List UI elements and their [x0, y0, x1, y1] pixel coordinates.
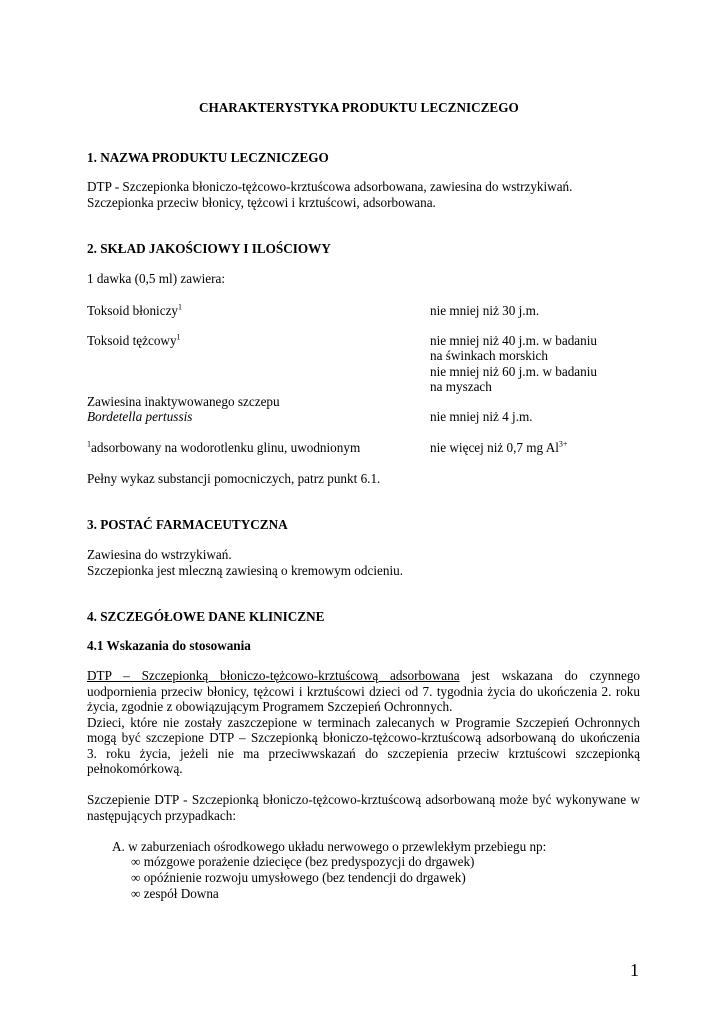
diphtheria-toxoid-value: nie mniej niż 30 j.m.	[430, 303, 540, 318]
section-1-heading: 1. NAZWA PRODUKTU LECZNICZEGO	[87, 150, 329, 165]
list-item: ∞ mózgowe porażenie dziecięce (bez predyspozycji do drgawek)	[131, 854, 475, 869]
tetanus-toxoid-label: Toksoid tężcowy$^1$	[87, 332, 181, 348]
section-2-heading: 2. SKŁAD JAKOŚCIOWY I ILOŚCIOWY	[87, 241, 331, 256]
indications-line-3: życia, zgodnie z obowiązującym Programem Szczepień Ochronnych.	[87, 699, 453, 714]
excipients-text: Pełny wykaz substancji pomocniczych, patrz punkt 6.1.	[87, 471, 381, 486]
bordetella-value: nie mniej niż 4 j.m.	[430, 409, 533, 424]
page-number: 1	[630, 960, 639, 980]
product-name-line-1: DTP - Szczepionka błoniczo-tężcowo-krztuścowa adsorbowana, zawiesina do wstrzykiwań.	[87, 179, 573, 194]
aluminium-value: nie więcej niż 0,7 mg $Al^{3+}$	[430, 439, 568, 455]
infinity-bullet-icon: ∞	[131, 870, 141, 885]
form-line-1: Zawiesina do wstrzykiwań.	[87, 547, 232, 562]
section-4-heading: 4. SZCZEGÓŁOWE DANE KLINICZNE	[87, 609, 325, 624]
indications-p3-line-2: następujących przypadkach:	[87, 808, 237, 823]
indications-line-2: uodpornienia przeciw błonicy, tężcowi i krztuścowi dzieci od 7. tygodnia życia do ukończenia 2. roku	[87, 684, 640, 699]
indications-p2-line-1: Dzieci, które nie zostały zaszczepione w terminach zalecanych w Programie Szczepień Ochronnych	[87, 715, 640, 730]
indications-p2-line-2: mogą być szczepione DTP – Szczepionką błoniczo-tężcowo-krztuścową adsorbowaną do ukończenia	[87, 730, 640, 745]
bordetella-label: Bordetella pertussis	[87, 409, 193, 424]
tetanus-toxoid-value-3: nie mniej niż 60 j.m. w badaniu	[430, 364, 598, 379]
infinity-bullet-icon: ∞	[131, 886, 141, 901]
product-name-line-2: Szczepionka przeciw błonicy, tężcowi i krztuścowi, adsorbowana.	[87, 195, 436, 210]
list-item: ∞ opóźnienie rozwoju umysłowego (bez tendencji do drgawek)	[131, 870, 466, 885]
dose-text: 1 dawka (0,5 ml) zawiera:	[87, 271, 226, 286]
indications-p2-line-4: pełnokomórkową.	[87, 761, 183, 776]
section-4-1-heading: 4.1 Wskazania do stosowania	[87, 638, 251, 653]
indications-p2-line-3: 3. roku życia, jeżeli nie ma przeciwwskazań do szczepienia przeciw krztuścowi szczepionką	[87, 746, 640, 761]
adsorbed-footnote: $^1$adsorbowany na wodorotlenku glinu, uwodnionym	[87, 439, 361, 455]
indications-line-1: DTP – Szczepionką błoniczo-tężcowo-krztuścową adsorbowana jest wskazana do czynnego	[87, 668, 641, 683]
diphtheria-toxoid-label: Toksoid błoniczy$^1$	[87, 302, 183, 318]
list-item: ∞ zespół Downa	[131, 886, 219, 901]
form-line-2: Szczepionka jest mleczną zawiesiną o kremowym odcieniu.	[87, 563, 404, 578]
indications-p3-line-1: Szczepienie DTP - Szczepionką błoniczo-tężcowo-krztuścową adsorbowaną może być wykonywane w	[87, 792, 640, 807]
infinity-bullet-icon: ∞	[131, 854, 141, 869]
tetanus-toxoid-value-2: na świnkach morskich	[430, 348, 548, 363]
tetanus-toxoid-value-1: nie mniej niż 40 j.m. w badaniu	[430, 333, 598, 348]
section-3-heading: 3. POSTAĆ FARMACEUTYCZNA	[87, 517, 288, 532]
document-title: CHARAKTERYSTYKA PRODUKTU LECZNICZEGO	[199, 100, 519, 115]
suspension-label: Zawiesina inaktywowanego szczepu	[87, 394, 280, 409]
list-a-item: A. w zaburzeniach ośrodkowego układu nerwowego o przewlekłym przebiegu np:	[112, 839, 547, 854]
tetanus-toxoid-value-4: na myszach	[430, 379, 492, 394]
